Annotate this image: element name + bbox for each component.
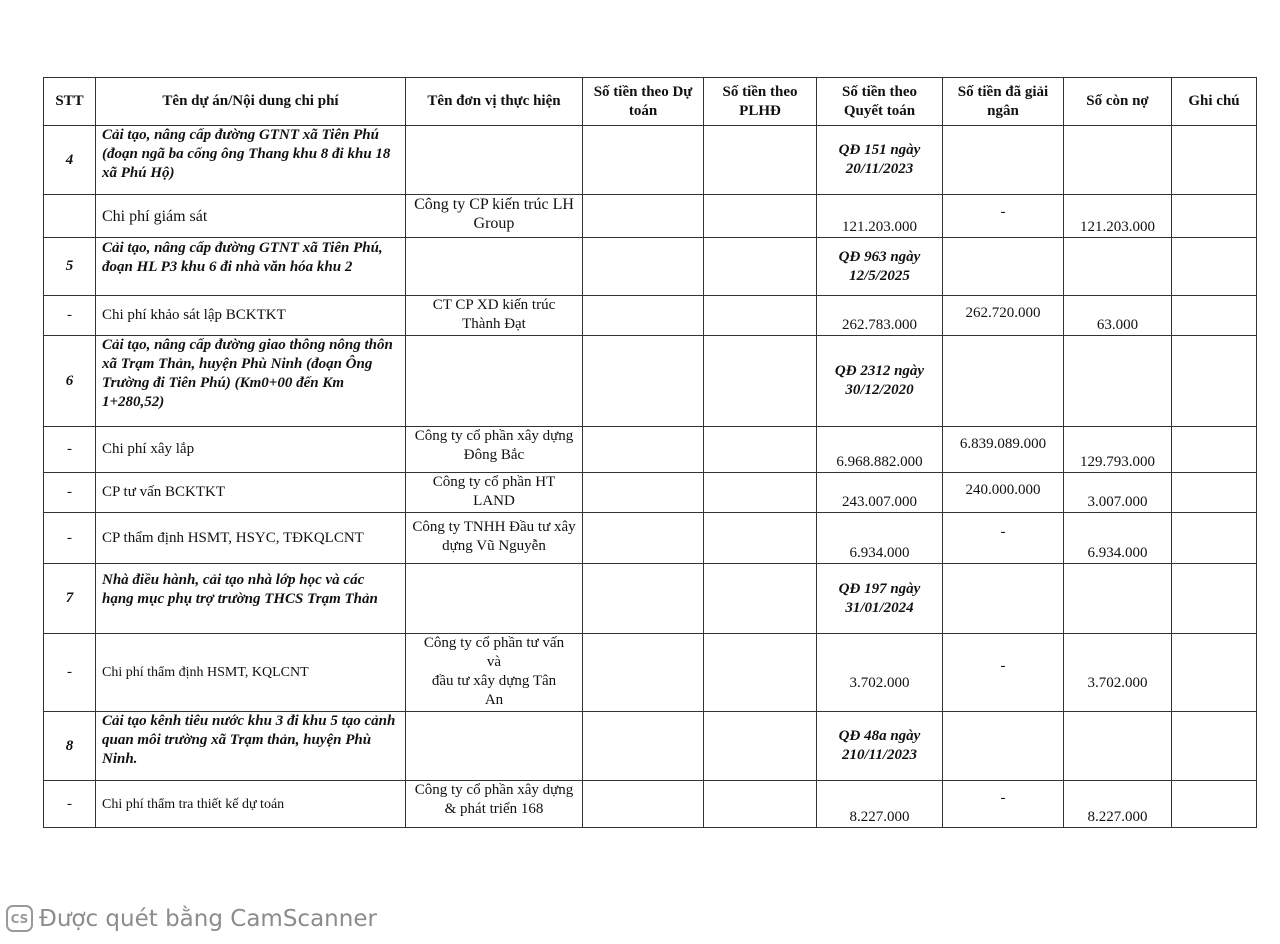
header-row — [44, 78, 1257, 126]
cost-item-name: CP tư vấn BCKTKT — [96, 473, 406, 513]
disbursed-cell — [943, 336, 1064, 427]
unit-cell: Công ty TNHH Đầu tư xây dựng Vũ Nguyễn — [406, 513, 583, 564]
debt-amount: 3.702.000 — [1064, 634, 1172, 712]
unit-cell — [406, 238, 583, 296]
cost-item-row — [44, 195, 1257, 238]
decision-cell: QĐ 2312 ngày 30/12/2020 — [817, 336, 943, 427]
disbursed-cell — [943, 712, 1064, 781]
decision-cell: QĐ 197 ngày 31/01/2024 — [817, 564, 943, 634]
debt-amount: 63.000 — [1064, 296, 1172, 336]
header-remaining-debt: Số còn nợ — [1064, 78, 1172, 126]
camscanner-logo-icon: CS — [6, 905, 33, 932]
stt-cell: 5 — [44, 238, 96, 296]
unit-cell: CT CP XD kiến trúc Thành Đạt — [406, 296, 583, 336]
debt-amount: 121.203.000 — [1064, 195, 1172, 238]
estimate-cell — [583, 781, 704, 828]
contract-cell — [704, 781, 817, 828]
unit-cell — [406, 126, 583, 195]
notes-cell — [1172, 564, 1257, 634]
unit-cell — [406, 564, 583, 634]
project-row — [44, 564, 1257, 634]
unit-cell: Công ty cổ phần xây dựng Đông Bắc — [406, 427, 583, 473]
debt-cell — [1064, 336, 1172, 427]
cost-item-name: Chi phí thẩm tra thiết kế dự toán — [96, 781, 406, 828]
contract-cell — [704, 513, 817, 564]
stt-cell: - — [44, 296, 96, 336]
disbursed-amount: - — [943, 513, 1064, 564]
estimate-cell — [583, 473, 704, 513]
stt-cell: 4 — [44, 126, 96, 195]
debt-cell — [1064, 564, 1172, 634]
header-notes: Ghi chú — [1172, 78, 1257, 126]
estimate-cell — [583, 427, 704, 473]
stt-cell: - — [44, 513, 96, 564]
disbursed-amount: 262.720.000 — [943, 296, 1064, 336]
settlement-amount: 8.227.000 — [817, 781, 943, 828]
notes-cell — [1172, 126, 1257, 195]
stt-cell: - — [44, 473, 96, 513]
unit-cell — [406, 712, 583, 781]
unit-cell: Công ty cổ phần xây dựng & phát triển 168 — [406, 781, 583, 828]
project-row — [44, 712, 1257, 781]
debt-cell — [1064, 712, 1172, 781]
project-row — [44, 126, 1257, 195]
project-row — [44, 238, 1257, 296]
contract-cell — [704, 634, 817, 712]
decision-cell: QĐ 48a ngày 210/11/2023 — [817, 712, 943, 781]
project-name: Cải tạo, nâng cấp đường GTNT xã Tiên Phú (đoạn ngã ba cống ông Thang khu 8 đi khu 18 xã Phú Hộ) — [96, 126, 406, 195]
contract-cell — [704, 427, 817, 473]
disbursed-amount: 6.839.089.000 — [943, 427, 1064, 473]
notes-cell — [1172, 238, 1257, 296]
settlement-amount: 243.007.000 — [817, 473, 943, 513]
notes-cell — [1172, 634, 1257, 712]
camscanner-watermark — [6, 905, 377, 932]
estimate-cell — [583, 195, 704, 238]
estimate-cell — [583, 126, 704, 195]
estimate-cell — [583, 513, 704, 564]
stt-cell — [44, 195, 96, 238]
decision-cell: QĐ 151 ngày 20/11/2023 — [817, 126, 943, 195]
unit-line: An — [484, 692, 504, 708]
estimate-cell — [583, 564, 704, 634]
contract-cell — [704, 238, 817, 296]
header-stt: STT — [44, 78, 96, 126]
project-name: Cải tạo kênh tiêu nước khu 3 đi khu 5 tạo cảnh quan môi trường xã Trạm thản, huyện Phù Ninh. — [96, 712, 406, 781]
header-estimate: Số tiền theo Dự toán — [583, 78, 704, 126]
stt-cell: 7 — [44, 564, 96, 634]
settlement-amount: 6.968.882.000 — [817, 427, 943, 473]
unit-cell — [406, 336, 583, 427]
cost-item-name: CP thẩm định HSMT, HSYC, TĐKQLCNT — [96, 513, 406, 564]
unit-line: đầu tư xây dựng Tân — [431, 673, 557, 689]
unit-cell — [406, 634, 583, 712]
debt-amount: 8.227.000 — [1064, 781, 1172, 828]
debt-amount: 129.793.000 — [1064, 427, 1172, 473]
stt-cell: - — [44, 427, 96, 473]
disbursed-amount: 240.000.000 — [943, 473, 1064, 513]
estimate-cell — [583, 296, 704, 336]
debt-amount: 3.007.000 — [1064, 473, 1172, 513]
contract-cell — [704, 336, 817, 427]
header-project-name: Tên dự án/Nội dung chi phí — [96, 78, 406, 126]
estimate-cell — [583, 336, 704, 427]
estimate-cell — [583, 634, 704, 712]
notes-cell — [1172, 195, 1257, 238]
cost-item-row — [44, 513, 1257, 564]
decision-cell: QĐ 963 ngày 12/5/2025 — [817, 238, 943, 296]
settlement-amount: 6.934.000 — [817, 513, 943, 564]
cost-item-row — [44, 473, 1257, 513]
contract-cell — [704, 126, 817, 195]
settlement-amount: 121.203.000 — [817, 195, 943, 238]
contract-cell — [704, 712, 817, 781]
watermark-text: Được quét bằng CamScanner — [39, 905, 377, 932]
disbursed-amount: - — [943, 195, 1064, 238]
header-contract-appendix: Số tiền theo PLHĐ — [704, 78, 817, 126]
header-disbursed: Số tiền đã giải ngân — [943, 78, 1064, 126]
notes-cell — [1172, 427, 1257, 473]
contract-cell — [704, 473, 817, 513]
notes-cell — [1172, 513, 1257, 564]
cost-table — [43, 77, 1257, 828]
header-settlement: Số tiền theo Quyết toán — [817, 78, 943, 126]
stt-cell: - — [44, 781, 96, 828]
notes-cell — [1172, 336, 1257, 427]
estimate-cell — [583, 712, 704, 781]
notes-cell — [1172, 473, 1257, 513]
debt-cell — [1064, 238, 1172, 296]
unit-line: Công ty cổ phần tư vấn — [423, 635, 565, 651]
disbursed-amount: - — [943, 634, 1064, 712]
notes-cell — [1172, 296, 1257, 336]
disbursed-amount: - — [943, 781, 1064, 828]
cost-item-row — [44, 427, 1257, 473]
contract-cell — [704, 564, 817, 634]
disbursed-cell — [943, 238, 1064, 296]
stt-cell: 6 — [44, 336, 96, 427]
unit-cell: Công ty CP kiến trúc LH Group — [406, 195, 583, 238]
unit-cell: Công ty cổ phần HT LAND — [406, 473, 583, 513]
debt-cell — [1064, 126, 1172, 195]
cost-item-name: Chi phí xây lắp — [96, 427, 406, 473]
stt-cell: - — [44, 634, 96, 712]
cost-item-name: Chi phí giám sát — [96, 195, 406, 238]
cost-item-name: Chi phí thẩm định HSMT, KQLCNT — [96, 634, 406, 712]
project-name: Cải tạo, nâng cấp đường GTNT xã Tiên Phú, đoạn HL P3 khu 6 đi nhà văn hóa khu 2 — [96, 238, 406, 296]
project-row — [44, 336, 1257, 427]
project-name: Cải tạo, nâng cấp đường giao thông nông thôn xã Trạm Thản, huyện Phù Ninh (đoạn Ông Trường đi Tiên Phú) (Km0+00 đến Km 1+280,52) — [96, 336, 406, 427]
notes-cell — [1172, 712, 1257, 781]
stt-cell: 8 — [44, 712, 96, 781]
settlement-amount: 262.783.000 — [817, 296, 943, 336]
notes-cell — [1172, 781, 1257, 828]
contract-cell — [704, 195, 817, 238]
disbursed-cell — [943, 126, 1064, 195]
cost-item-row — [44, 781, 1257, 828]
contract-cell — [704, 296, 817, 336]
cost-item-row — [44, 296, 1257, 336]
estimate-cell — [583, 238, 704, 296]
debt-amount: 6.934.000 — [1064, 513, 1172, 564]
settlement-amount: 3.702.000 — [817, 634, 943, 712]
cost-item-name: Chi phí khảo sát lập BCKTKT — [96, 296, 406, 336]
disbursed-cell — [943, 564, 1064, 634]
header-unit: Tên đơn vị thực hiện — [406, 78, 583, 126]
cost-item-row — [44, 634, 1257, 712]
unit-line: và — [486, 654, 502, 670]
project-name: Nhà điều hành, cải tạo nhà lớp học và các hạng mục phụ trợ trường THCS Trạm Thản — [96, 564, 406, 634]
